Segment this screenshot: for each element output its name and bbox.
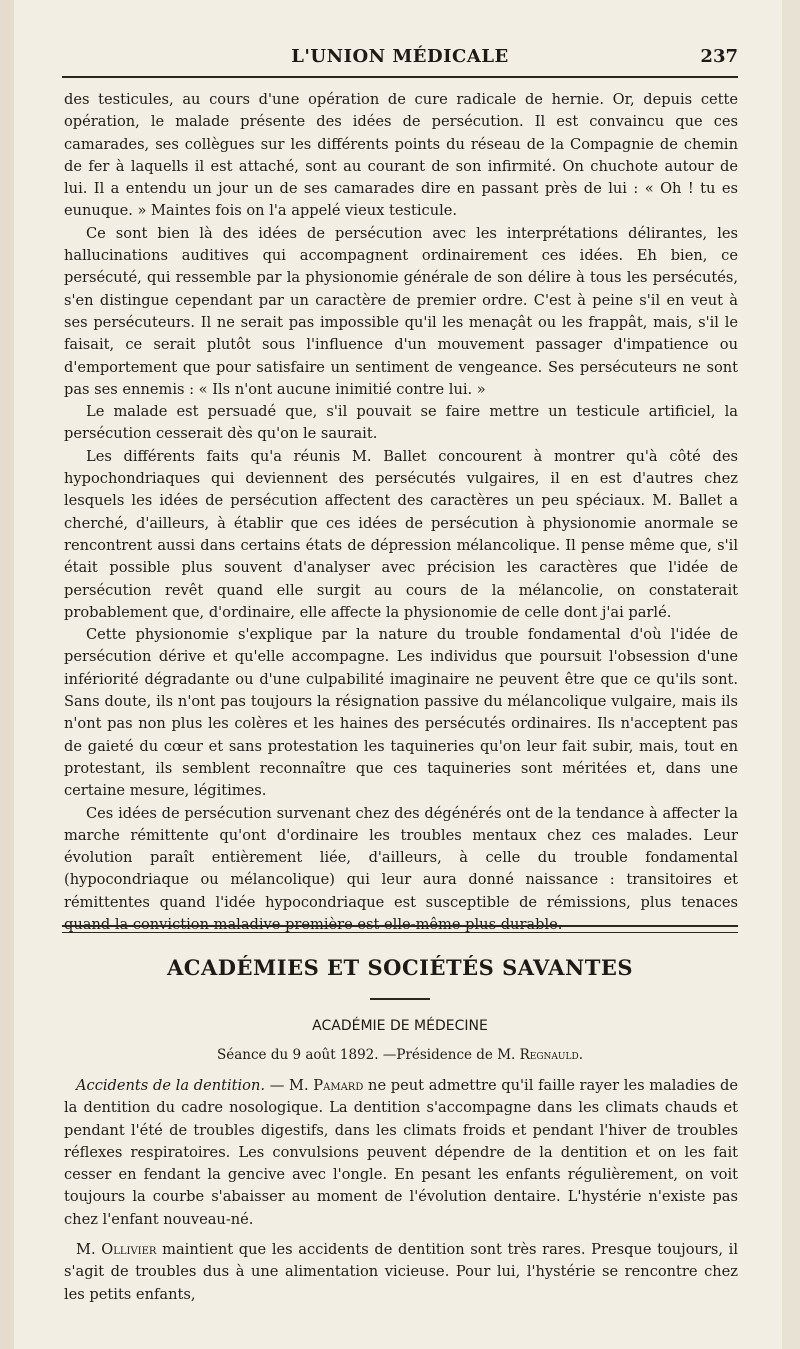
paragraph: des testicules, au cours d'une opération de cure radicale de hernie. Or, depuis cette opération, le malade présente des idées de persécution. Il est convaincu que ces camarades, ses collègues sur les différents points du réseau de la Compagnie de chemin de fer à laquells il est attaché, sont au courant de son infirmité. On chuchote autour de lui. Il a entendu un jour un de ses camarades dire en passant près de lui : « Oh ! tu es eunuque. » Maintes fois on l'a appelé vieux testicule. xyxy=(64,91,738,220)
article-body xyxy=(64,89,738,936)
prefix-text: M. xyxy=(76,1241,102,1259)
paragraph: Cette physionomie s'explique par la nature du trouble fondamental d'où l'idée de persécution dérive et qu'elle accompagne. Les individus que poursuit l'obsession d'une infériorité dégradante ou d'une culpabilité imaginaire ne peuvent être que ce qu'ils sont. Sans doute, ils n'ont pas toujours la résignation passive du mélancolique vulgaire, mais ils n'ont pas non plus les colères et les haines des persécutés ordinaires. Ils n'acceptent pas de gaieté du cœur et sans protestation les taquineries qu'on leur fait subir, mais, tout en protestant, ils semblent reconnaître que ces taquineries sont méritées et, dans une certaine mesure, légitimes. xyxy=(64,626,738,800)
paragraph xyxy=(64,1075,738,1231)
session-text: Séance du 9 août 1892. —Présidence de M. xyxy=(217,1047,520,1063)
president-name: Regnauld. xyxy=(519,1047,583,1063)
page-gutter xyxy=(0,0,14,1349)
paragraph: Ce sont bien là des idées de persécution avec les interprétations délirantes, les hallucinations auditives qui accompagnent ordinairement ces idées. Eh bien, ce persécuté, qui ressemble par la physionomie générale de son délire à tous les persécutés, s'en distingue cependant par un caractère de premier ordre. C'est à peine s'il en veut à ses persécuteurs. Il ne serait pas impossible qu'il les menaçât ou les frappât, mais, s'il le faisait, ce serait plutôt sous l'influence d'un mouvement passager d'impatience ou d'emportement que pour satisfaire un sentiment de vengeance. Ses persécuteurs ne sont pas ses ennemis : « Ils n'ont aucune inimitié contre lui. » xyxy=(64,224,738,398)
page-number: 237 xyxy=(700,46,738,67)
paragraph-text: ne peut admettre qu'il faille rayer les maladies de la dentition du cadre nosologique. La dentition s'accompagne dans les climats chauds et pendant l'été de troubles digestifs, dans les climats froids et pendant l'hiver de troubles réflexes respiratoires. Les convulsions peuvent dépendre de la dentition et on les fait cesser en fendant la gencive avec l'ongle. En pesant les enfants régulièrement, on voit toujours la courbe s'abaisser au moment de l'évolution dentaire. L'hystérie n'existe pas chez l'enfant nouveau-né. xyxy=(64,1077,738,1228)
session-line xyxy=(62,1047,738,1063)
short-divider xyxy=(370,998,430,1000)
topic-title: Accidents de la dentition. xyxy=(76,1077,266,1094)
page-edge xyxy=(782,0,800,1349)
paragraph-text: maintient que les accidents de dentition sont très rares. Presque toujours, il s'agit de troubles dus à une alimentation vicieuse. Pour lui, l'hystérie se rencontre chez les petits enfants, xyxy=(64,1241,738,1303)
section-divider xyxy=(62,925,738,933)
journal-title: L'UNION MÉDICALE xyxy=(291,46,509,67)
speaker-name: Ollivier xyxy=(101,1241,157,1259)
speaker-name: Pamard xyxy=(313,1077,364,1094)
paragraph: Les différents faits qu'a réunis M. Ballet concourent à montrer qu'à côté des hypochondriaques qui deviennent des persécutés vulgaires, il en est d'autres chez lesquels les idées de persécution affectent des caractères un peu spéciaux. M. Ballet a cherché, d'ailleurs, à établir que ces idées de persécution à physionomie anormale se rencontrent aussi dans certains états de dépression mélancolique. Il pense même que, s'il était possible plus souvent d'analyser avec précision les caractères que l'idée de persécution revêt quand elle surgit au cours de la mélancolie, on constaterait probablement que, d'ordinaire, elle affecte la physionomie de celle dont j'ai parlé. xyxy=(64,447,738,621)
paragraph xyxy=(64,1239,738,1306)
paragraph: Le malade est persuadé que, s'il pouvait se faire mettre un testicule artificiel, la persécution cesserait dès qu'on le saurait. xyxy=(64,403,738,443)
header-rule xyxy=(62,76,738,78)
dash-text: — M. xyxy=(265,1077,314,1094)
section-subtitle: ACADÉMIE DE MÉDECINE xyxy=(312,1018,488,1034)
proceedings-body xyxy=(64,1075,738,1314)
paragraph: Ces idées de persécution survenant chez des dégénérés ont de la tendance à affecter la marche rémittente qu'ont d'ordinaire les troubles mentaux chez ces malades. Leur évolution paraît entièrement liée, d'ailleurs, à celle du trouble fondamental (hypocondriaque ou mélancolique) qui leur aura donné naissance : transitoires et rémittentes quand l'idée hypocondriaque est susceptible de rémissions, plus tenaces quand la conviction maladive première est elle-même plus durable. xyxy=(64,804,738,933)
section-title: ACADÉMIES ET SOCIÉTÉS SAVANTES xyxy=(166,955,633,980)
running-header xyxy=(62,42,738,72)
